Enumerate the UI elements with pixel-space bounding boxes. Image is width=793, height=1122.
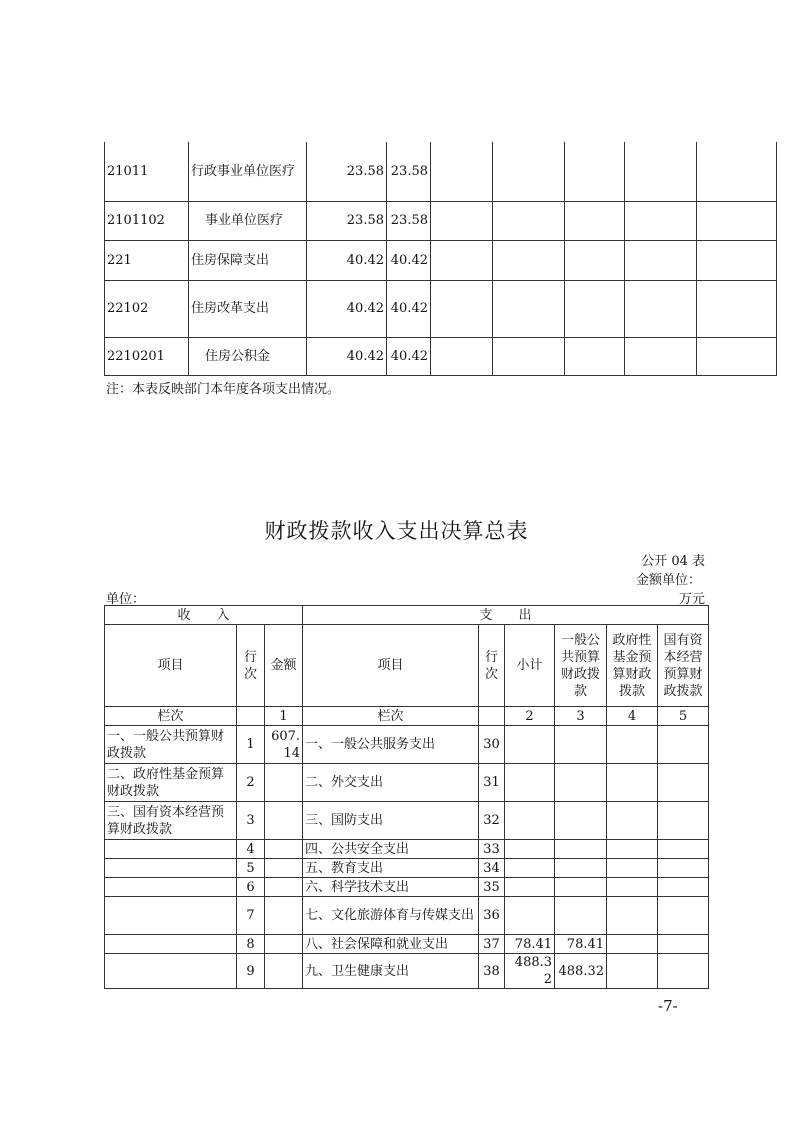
lanci-1: 1 [265,707,303,726]
unit-label: 单位： [106,592,146,607]
empty-cell [565,337,625,375]
lanci-5: 5 [658,707,709,726]
income-row-no: 3 [237,802,265,840]
expense-item: 九、卫生健康支出 [303,954,479,989]
amount-unit: 万元 [678,592,705,607]
empty-cell [431,280,493,337]
empty-cell [493,142,565,201]
table-row [105,878,709,897]
subtotal [505,878,555,897]
row-code: 22102 [105,280,189,337]
income-amount [265,878,303,897]
lanci-2: 2 [505,707,555,726]
state-capital [658,840,709,859]
income-row-no: 6 [237,878,265,897]
subtotal: 488.32 [505,954,555,989]
expense-row-no: 37 [479,935,505,954]
general-budget: 488.32 [555,954,607,989]
general-budget [555,878,607,897]
col-amount: 金额 [265,625,303,707]
income-row-no: 7 [237,897,265,935]
income-item: 二、政府性基金预算财政拨款 [105,764,237,802]
expense-row-no: 35 [479,878,505,897]
income-row-no: 1 [237,726,265,764]
row-code: 2101102 [105,201,189,240]
row-total: 40.42 [307,337,387,375]
expense-row-no: 31 [479,764,505,802]
income-item [105,954,237,989]
empty-cell [697,142,777,201]
row-code: 21011 [105,142,189,201]
table-row [105,859,709,878]
income-item: 三、国有资本经营预算财政拨款 [105,802,237,840]
state-capital [658,897,709,935]
expense-item: 二、外交支出 [303,764,479,802]
empty-cell [493,280,565,337]
expense-item: 五、教育支出 [303,859,479,878]
subtotal [505,859,555,878]
row-basic: 40.42 [387,337,431,375]
expense-item: 三、国防支出 [303,802,479,840]
general-budget [555,859,607,878]
income-amount [265,840,303,859]
subtotal: 78.41 [505,935,555,954]
income-amount [265,935,303,954]
col-exp-row-no: 行次 [479,625,505,707]
header-row [105,606,709,625]
table-row [105,240,777,280]
col-subtotal: 小计 [505,625,555,707]
row-name: 行政事业单位医疗 [189,142,307,201]
lanci-right: 栏次 [303,707,479,726]
subtotal [505,726,555,764]
income-item [105,878,237,897]
empty-cell [431,142,493,201]
fiscal-appropriation-summary-table [104,605,709,989]
expense-item: 六、科学技术支出 [303,878,479,897]
row-basic: 23.58 [387,201,431,240]
empty-cell [697,240,777,280]
income-amount: 607.14 [265,726,303,764]
gov-fund [607,764,658,802]
state-capital [658,878,709,897]
lanci-4: 4 [607,707,658,726]
table-row [105,726,709,764]
income-amount [265,802,303,840]
income-amount [265,764,303,802]
income-item [105,935,237,954]
row-basic: 40.42 [387,240,431,280]
col-exp-item: 项目 [303,625,479,707]
income-row-no: 9 [237,954,265,989]
amount-unit-label: 金额单位： [635,573,701,588]
general-budget [555,802,607,840]
row-code: 2210201 [105,337,189,375]
gov-fund [607,840,658,859]
income-row-no: 4 [237,840,265,859]
table-row [105,840,709,859]
gov-fund [607,878,658,897]
subtotal [505,764,555,802]
income-item: 一、一般公共预算财政拨款 [105,726,237,764]
col-gov-fund: 政府性基金预算财政拨款 [607,625,658,707]
table-note: 注：本表反映部门本年度各项支出情况。 [106,382,341,397]
table-row [105,337,777,375]
state-capital [658,764,709,802]
empty-cell [493,240,565,280]
empty-cell [697,201,777,240]
empty-cell [625,240,697,280]
header-row [105,625,709,707]
state-capital [658,726,709,764]
income-amount [265,897,303,935]
empty-cell [493,337,565,375]
gov-fund [607,859,658,878]
expense-item: 一、一般公共服务支出 [303,726,479,764]
empty-cell [625,337,697,375]
empty-cell [565,142,625,201]
gov-fund [607,802,658,840]
expense-header: 支 出 [303,606,709,625]
income-item [105,897,237,935]
subtotal [505,802,555,840]
gov-fund [607,935,658,954]
row-total: 23.58 [307,142,387,201]
expense-item: 四、公共安全支出 [303,840,479,859]
empty-cell [431,201,493,240]
expense-row-no: 38 [479,954,505,989]
lanci-3: 3 [555,707,607,726]
row-total: 40.42 [307,240,387,280]
state-capital [658,935,709,954]
empty-cell [493,201,565,240]
empty-cell [697,280,777,337]
table-row [105,280,777,337]
empty-cell [479,707,505,726]
expenditure-detail-table [104,142,777,376]
row-name: 住房保障支出 [189,240,307,280]
report-title: 财政拨款收入支出决算总表 [264,519,529,543]
row-name: 事业单位医疗 [189,201,307,240]
col-item: 项目 [105,625,237,707]
general-budget [555,726,607,764]
general-budget [555,764,607,802]
expense-row-no: 33 [479,840,505,859]
income-amount [265,859,303,878]
income-amount [265,954,303,989]
state-capital [658,802,709,840]
empty-cell [431,337,493,375]
row-name: 住房公积金 [189,337,307,375]
gov-fund [607,954,658,989]
gov-fund [607,726,658,764]
table-row [105,897,709,935]
subtotal [505,897,555,935]
general-budget: 78.41 [555,935,607,954]
general-budget [555,840,607,859]
row-total: 40.42 [307,280,387,337]
empty-cell [625,280,697,337]
empty-cell [625,201,697,240]
expense-item: 八、社会保障和就业支出 [303,935,479,954]
row-total: 23.58 [307,201,387,240]
income-item [105,840,237,859]
empty-cell [237,707,265,726]
col-general-budget: 一般公共预算财政拨款 [555,625,607,707]
state-capital [658,859,709,878]
table-row [105,802,709,840]
state-capital [658,954,709,989]
empty-cell [565,240,625,280]
row-name: 住房改革支出 [189,280,307,337]
table-row [105,142,777,201]
form-code: 公开 04 表 [641,554,705,569]
col-state-capital: 国有资本经营预算财政拨款 [658,625,709,707]
gov-fund [607,897,658,935]
table-row [105,954,709,989]
expense-row-no: 36 [479,897,505,935]
expense-row-no: 34 [479,859,505,878]
expense-row-no: 30 [479,726,505,764]
table-row [105,201,777,240]
col-row-no: 行次 [237,625,265,707]
income-row-no: 8 [237,935,265,954]
empty-cell [431,240,493,280]
expense-row-no: 32 [479,802,505,840]
empty-cell [625,142,697,201]
income-item [105,859,237,878]
row-basic: 40.42 [387,280,431,337]
lanci-left: 栏次 [105,707,237,726]
income-row-no: 2 [237,764,265,802]
empty-cell [565,201,625,240]
income-header: 收 入 [105,606,303,625]
row-basic: 23.58 [387,142,431,201]
row-code: 221 [105,240,189,280]
empty-cell [697,337,777,375]
empty-cell [565,280,625,337]
expense-item: 七、文化旅游体育与传媒支出 [303,897,479,935]
general-budget [555,897,607,935]
table-row [105,935,709,954]
income-row-no: 5 [237,859,265,878]
page-number: -7- [658,997,678,1015]
lanci-row [105,707,709,726]
table-row [105,764,709,802]
subtotal [505,840,555,859]
